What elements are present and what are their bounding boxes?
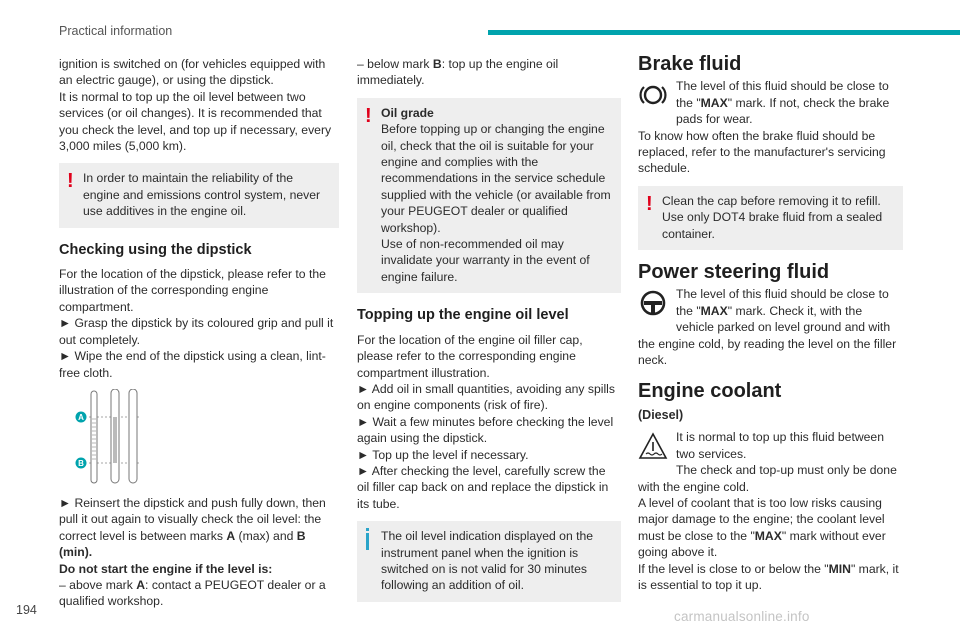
oil-grade-warranty: Use of non-recommended oil may invalidate your warranty in the event of engine failure. <box>381 237 590 284</box>
dipstick-heading: Checking using the dipstick <box>59 241 252 258</box>
coolant-diesel-subheading: (Diesel) <box>638 407 684 422</box>
brake-fluid-heading: Brake fluid <box>638 53 742 75</box>
additives-warning-note <box>59 163 339 227</box>
topping-step-2: ► Wait a few minutes before checking the level again using the dipstick. <box>357 414 614 446</box>
dipstick-figure <box>59 389 339 485</box>
coolant-low-2: " mark without ever going above it. <box>638 528 886 560</box>
engine-coolant-heading: Engine coolant <box>638 379 782 402</box>
warning-icon: ! <box>365 104 372 127</box>
watermark: carmanualsonline.info <box>674 609 810 624</box>
mark-b-min-ref: B (min). <box>59 528 306 560</box>
steering-text-1: The level of this fluid should be close to the " <box>676 287 889 318</box>
warning-text: In order to maintain the reliability of the engine and emissions control system, never use additives in the engine oil. <box>83 171 321 219</box>
mark-a-ref: A <box>226 528 236 543</box>
do-not-start-text <box>59 561 339 577</box>
dipstick-step-1: ► Grasp the dipstick by its coloured grip and pull it out completely. <box>59 316 334 347</box>
coolant-low-text <box>638 495 903 561</box>
coolant-low-1: A level of coolant that is too low risks causing major damage to the engine; the coolant level must be close to the " <box>638 495 885 543</box>
coolant-min-ref: MIN <box>828 561 851 576</box>
steering-text-2: " mark. Check it, with the vehicle parked on level ground and with the engine cold, by reading the level on the filler neck. <box>638 303 897 368</box>
brake-warning-text: Clean the cap before removing it to refill. Use only DOT4 brake fluid from a sealed container. <box>662 193 883 241</box>
info-icon <box>366 528 369 550</box>
brake-fluid-warning-note <box>638 186 903 250</box>
top-up-normal-text: It is normal to top up the oil level between two services (or oil changes). It is recommended that you check the level, and top up if necessary, every 3,000 miles (5,000 km). <box>59 89 332 154</box>
brake-schedule-text: To know how often the brake fluid should be replaced, refer to the manufacturer's servicing schedule. <box>638 128 886 176</box>
brake-fluid-text <box>638 78 903 127</box>
below-mark-ref: B <box>432 57 442 71</box>
header-accent-bar <box>488 30 960 35</box>
above-mark-ref: A <box>136 577 146 592</box>
coolant-max-ref: MAX <box>754 528 782 543</box>
topping-up-heading: Topping up the engine oil level <box>357 307 569 324</box>
warning-icon: ! <box>67 170 74 193</box>
column-2 <box>357 56 621 611</box>
above-suffix: : contact a PEUGEOT dealer or a qualified workshop. <box>59 577 326 609</box>
below-prefix: – below mark <box>357 57 433 71</box>
filler-cap-location-text: For the location of the engine oil filler cap, please refer to the corresponding engine compartment illustration. <box>357 332 583 380</box>
steering-wheel-icon <box>638 288 668 318</box>
dipstick-illustration <box>59 389 339 485</box>
brake-text-1: The level of this fluid should be close to the " <box>676 79 889 110</box>
step3-max-text: (max) and <box>235 528 297 543</box>
coolant-min-text <box>638 561 903 594</box>
info-text: The oil level indication displayed on the instrument panel when the ignition is switched on is not valid for 30 minutes following an addition of oil. <box>381 529 594 593</box>
coolant-min-1: If the level is close to or below the " <box>638 561 829 576</box>
mark-a-label: A <box>78 412 84 422</box>
above-mark-text <box>59 577 339 610</box>
step3-text: ► Reinsert the dipstick and push fully down, then pull it out again to visually check the oil level: the correct level is between marks <box>59 495 326 543</box>
dipstick-step-2: ► Wipe the end of the dipstick using a clean, lint-free cloth. <box>59 349 326 380</box>
section-title: Practical information <box>59 24 173 38</box>
below-mark-text <box>357 56 621 89</box>
coolant-check-text: The check and top-up must only be done with the engine cold. <box>638 463 897 494</box>
column-1 <box>59 56 339 610</box>
dipstick-step-3 <box>59 495 339 561</box>
dipstick-location-text: For the location of the dipstick, please refer to the illustration of the corresponding engine compartment. <box>59 267 326 314</box>
warning-icon: ! <box>646 192 653 215</box>
oil-grade-title: Oil grade <box>381 105 434 120</box>
power-steering-text <box>638 286 903 368</box>
topping-step-3: ► Top up the level if necessary. <box>357 447 529 462</box>
oil-level-info-note <box>357 521 621 602</box>
below-suffix: : top up the engine oil immediately. <box>357 57 559 88</box>
column-3 <box>638 53 903 593</box>
power-steering-heading: Power steering fluid <box>638 261 830 284</box>
intro-text: ignition is switched on (for vehicles equipped with an electric gauge), or using the dipstick. <box>59 57 326 88</box>
steering-max-ref: MAX <box>700 303 728 318</box>
mark-b-label: B <box>78 458 84 468</box>
page-number: 194 <box>16 603 37 617</box>
brake-warning-icon <box>638 80 668 110</box>
do-not-start-bold: Do not start the engine if the level is: <box>59 561 273 576</box>
hot-fluid-warning-icon <box>638 431 668 461</box>
brake-max-ref: MAX <box>700 95 728 110</box>
oil-grade-text: Before topping up or changing the engine oil, check that the oil is suitable for your engine and complies with the recommendations in the service schedule supplied with the vehicle (or available from your PEUGEOT dealer or qualified workshop). <box>381 122 611 235</box>
above-prefix: – above mark <box>59 577 137 592</box>
oil-grade-note <box>357 98 621 293</box>
coolant-min-2: " mark, it is essential to top it up. <box>638 561 899 592</box>
topping-step-4: ► After checking the level, carefully screw the oil filler cap back on and replace the dipstick in its tube. <box>357 463 609 511</box>
coolant-text: It is normal to top up this fluid between two services. <box>676 430 884 461</box>
topping-step-1: ► Add oil in small quantities, avoiding any spills on engine components (risk of fire). <box>357 381 615 413</box>
brake-text-2: " mark. If not, check the brake pads for wear. <box>676 95 890 127</box>
